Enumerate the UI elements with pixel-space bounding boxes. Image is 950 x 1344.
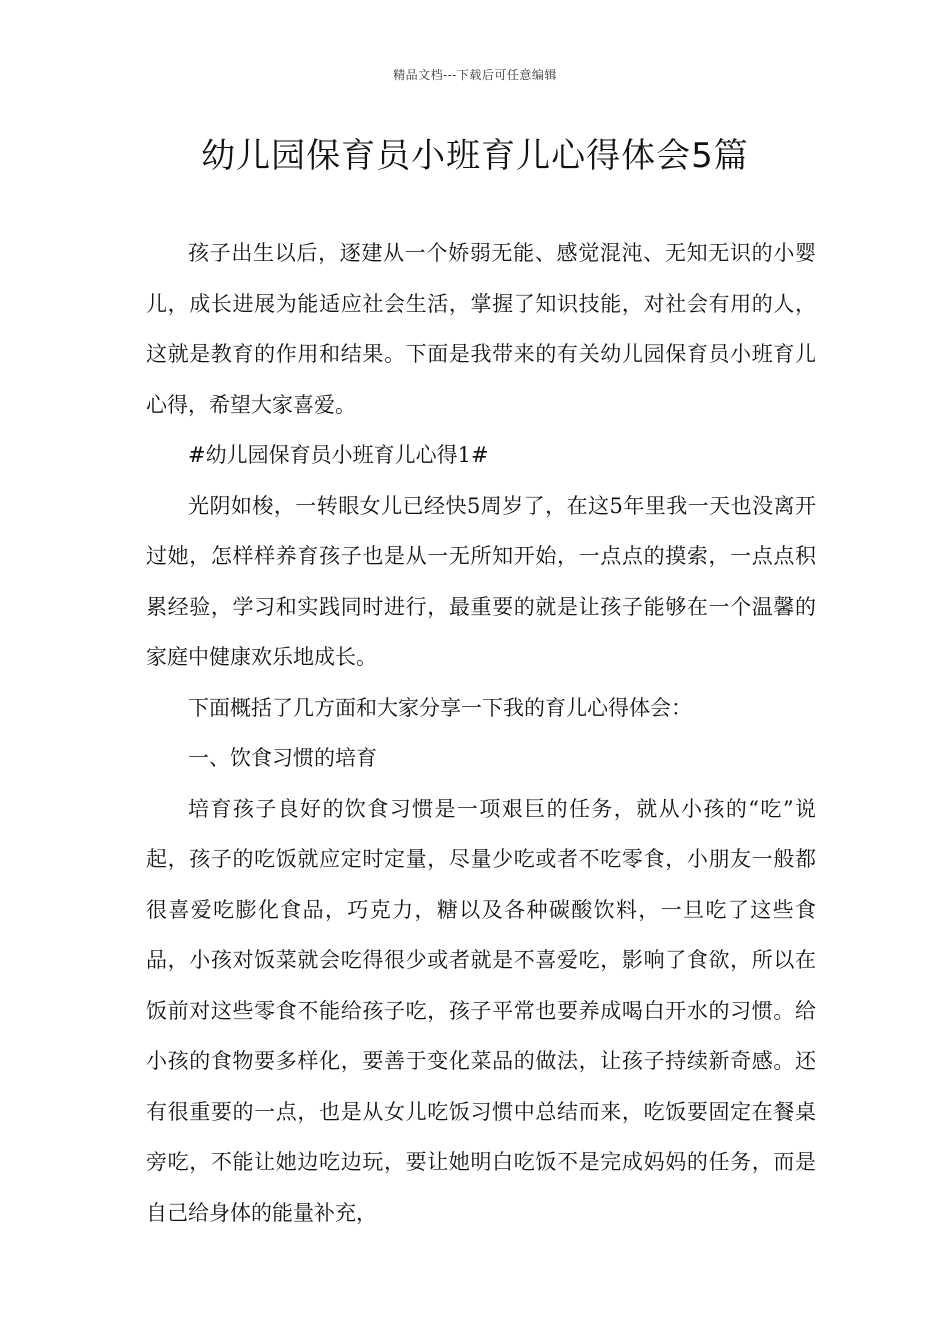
header-note: 精品文档---下载后可任意编辑 [393, 68, 557, 82]
body-paragraph: 光阴如梭，一转眼女儿已经快5周岁了，在这5年里我一天也没离开过她，怎样样养育孩子也是从一无所知开始，一点点的摸索，一点点积累经验，学习和实践同时进行，最重要的就是让孩子能够在一个温馨的家庭中健康欢乐地成长。 [146, 493, 816, 669]
subsection-heading: 一、饮食习惯的培育 [188, 746, 377, 770]
intro-paragraph: 孩子出生以后，逐建从一个娇弱无能、感觉混沌、无知无识的小婴儿，成长进展为能适应社会生活，掌握了知识技能，对社会有用的人，这就是教育的作用和结果。下面是我带来的有关幼儿园保育员小班育儿心得，希望大家喜爱。 [146, 241, 816, 417]
body-paragraph: 培育孩子良好的饮食习惯是一项艰巨的任务，就从小孩的“吃”说起，孩子的吃饭就应定时定量，尽量少吃或者不吃零食，小朋友一般都很喜爱吃膨化食品，巧克力，糖以及各种碳酸饮料，一旦吃了这些食品，小孩对饭菜就会吃得很少或者就是不喜爱吃，影响了食欲，所以在饭前对这些零食不能给孩子吃，孩子平常也要养成喝白开水的习惯。给小孩的食物要多样化，要善于变化菜品的做法，让孩子持续新奇感。还有很重要的一点，也是从女儿吃饭习惯中总结而来，吃饭要固定在餐桌旁吃，不能让她边吃边玩，要让她明白吃饭不是完成妈妈的任务，而是自己给身体的能量补充， [146, 796, 816, 1225]
section-heading-1: #幼儿园保育员小班育儿心得1# [188, 443, 489, 467]
document-body [146, 228, 816, 1238]
body-paragraph: 下面概括了几方面和大家分享一下我的育儿心得体会： [188, 695, 692, 720]
document-title: 幼儿园保育员小班育儿心得体会5篇 [201, 136, 749, 176]
